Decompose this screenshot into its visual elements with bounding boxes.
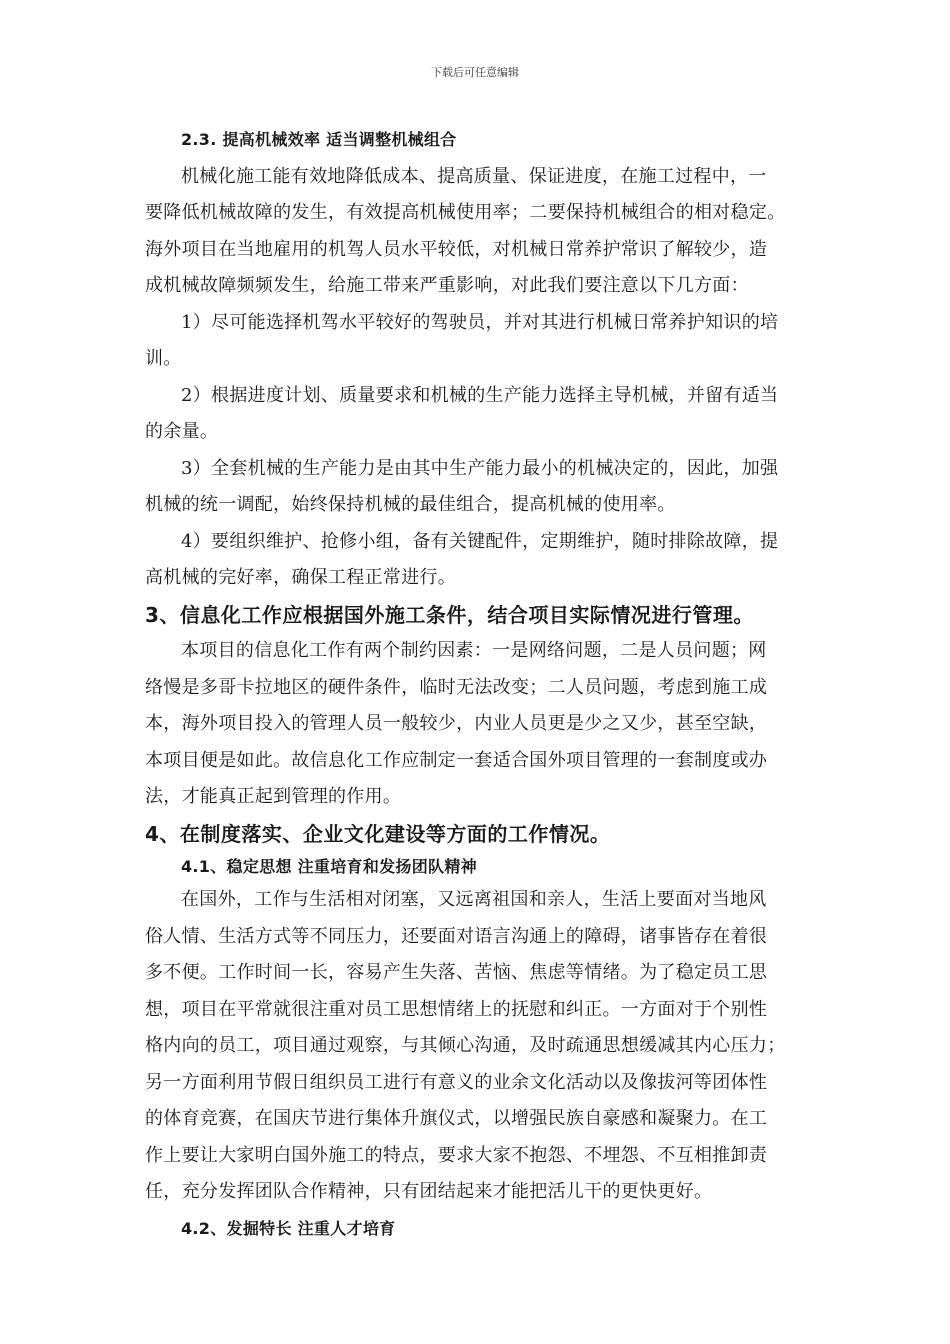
list-item-line: 1）尽可能选择机驾水平较好的驾驶员，并对其进行机械日常养护知识的培 (181, 311, 779, 333)
list-item-line: 2）根据进度计划、质量要求和机械的生产能力选择主导机械，并留有适当 (181, 384, 779, 406)
list-item-line: 的余量。 (145, 421, 219, 442)
document-body (145, 122, 809, 1247)
paragraph-line: 本项目的信息化工作有两个制约因素：一是网络问题，二是人员问题；网 (181, 640, 767, 661)
list-item-line: 机械的统一调配，始终保持机械的最佳组合，提高机械的使用率。 (145, 494, 676, 515)
paragraph-line: 要降低机械故障的发生，有效提高机械使用率；二要保持机械组合的相对稳定。 (145, 202, 786, 223)
paragraph-line: 本项目便是如此。故信息化工作应制定一套适合国外项目管理的一套制度或办 (145, 749, 768, 771)
paragraph-line: 任，充分发挥团队合作精神，只有团结起来才能把活儿干的更快更好。 (145, 1181, 713, 1202)
section-heading-4-1: 4.1、稳定思想 注重培育和发扬团队精神 (181, 857, 477, 876)
paragraph-line: 成机械故障频频发生，给施工带来严重影响，对此我们要注意以下几方面： (145, 275, 749, 296)
paragraph-line: 作上要让大家明白国外施工的特点，要求大家不抱怨、不埋怨、不互相推卸责 (145, 1144, 768, 1166)
page-header: 下载后可任意编辑 (431, 66, 519, 79)
list-item-line: 高机械的完好率，确保工程正常进行。 (145, 567, 457, 588)
list-item-line: 3）全套机械的生产能力是由其中生产能力最小的机械决定的，因此，加强 (181, 457, 779, 479)
list-item-line: 4）要组织维护、抢修小组，备有关键配件，定期维护，随时排除故障，提 (181, 530, 779, 552)
section-heading-4-2: 4.2、发掘特长 注重人才培育 (181, 1218, 396, 1238)
paragraph-line: 在国外，工作与生活相对闭塞，又远离祖国和亲人，生活上要面对当地风 (181, 889, 767, 910)
paragraph-line: 想，项目在平常就很注重对员工思想情绪上的抚慰和纠正。一方面对于个别性 (145, 998, 768, 1020)
paragraph-line: 本，海外项目投入的管理人员一般较少，内业人员更是少之又少，甚至空缺， (145, 713, 768, 734)
section-heading-2-3: 2.3. 提高机械效率 适当调整机械组合 (181, 130, 457, 149)
paragraph-line: 法，才能真正起到管理的作用。 (145, 786, 402, 807)
paragraph-line: 络慢是多哥卡拉地区的硬件条件，临时无法改变；二人员问题，考虑到施工成 (145, 676, 768, 698)
list-item-line: 训。 (145, 348, 182, 369)
section-heading-3: 3、信息化工作应根据国外施工条件，结合项目实际情况进行管理。 (145, 602, 754, 627)
paragraph-line: 格内向的员工，项目通过观察，与其倾心沟通，及时疏通思想缓减其内心压力； (145, 1035, 786, 1056)
paragraph-line: 海外项目在当地雇用的机驾人员水平较低，对机械日常养护常识了解较少，造 (145, 238, 768, 260)
paragraph-line: 的体育竞赛，在国庆节进行集体升旗仪式，以增强民族自豪感和凝聚力。在工 (145, 1108, 768, 1129)
paragraph-line: 机械化施工能有效地降低成本、提高质量、保证进度，在施工过程中，一 (181, 165, 767, 187)
section-heading-4: 4、在制度落实、企业文化建设等方面的工作情况。 (145, 821, 611, 846)
paragraph-line: 多不便。工作时间一长，容易产生失落、苦恼、焦虑等情绪。为了稳定员工思 (145, 962, 768, 983)
paragraph-line: 俗人情、生活方式等不同压力，还要面对语言沟通上的障碍，诸事皆存在着很 (145, 925, 768, 947)
paragraph-line: 另一方面利用节假日组织员工进行有意义的业余文化活动以及像拔河等团体性 (145, 1071, 768, 1093)
